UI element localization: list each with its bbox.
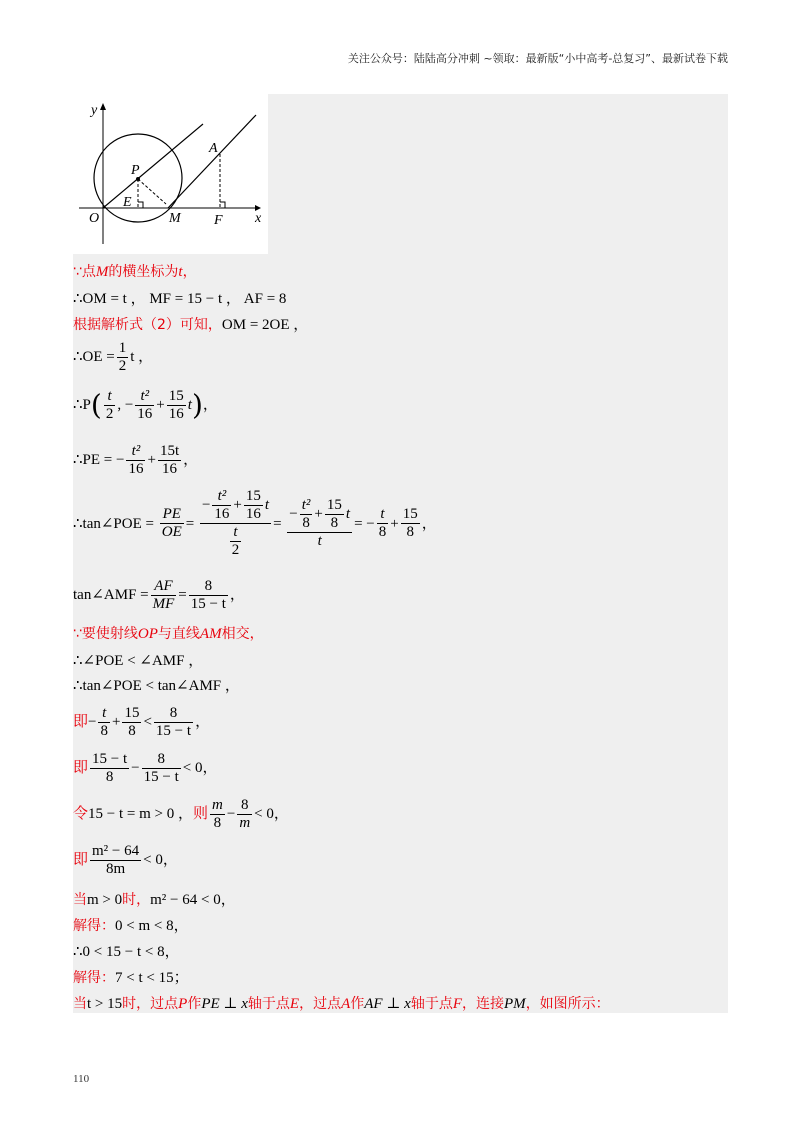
text: m² − 64 < 0， (150, 892, 236, 908)
text: E (289, 996, 300, 1012)
text: − (88, 713, 97, 730)
text: − (131, 759, 140, 776)
text: = (178, 586, 187, 603)
text: 令 (73, 803, 89, 822)
denominator: OE (161, 524, 182, 540)
text: = (185, 515, 195, 532)
line-2: ∴OM = t ， MF = 15 − t ， AF = 8 (73, 291, 287, 307)
numerator (200, 488, 271, 524)
numerator (287, 497, 352, 533)
fraction (237, 797, 252, 832)
text: 根据解析式（2）可知， (73, 317, 222, 333)
label-o: O (89, 211, 100, 226)
fraction (151, 578, 177, 613)
line-11: ∴tan∠POE < tan∠AMF ， (73, 678, 240, 694)
numerator: 8 (237, 797, 252, 815)
denominator: 8 (128, 723, 136, 739)
text: 当 (73, 892, 87, 908)
line-19 (73, 968, 189, 988)
fraction (212, 488, 231, 523)
numerator: t (98, 705, 110, 723)
text: − (289, 505, 298, 522)
text: 即 (73, 711, 89, 730)
fraction (98, 705, 110, 740)
numerator: 8 (142, 751, 181, 769)
text: ∴OE = (73, 348, 115, 365)
numerator: m (212, 797, 223, 813)
figure-svg (73, 94, 268, 254)
fraction (122, 705, 141, 740)
numerator: t² (301, 497, 311, 513)
numerator: 15 (326, 497, 342, 513)
fraction (90, 751, 129, 786)
text: ∴P (73, 396, 91, 413)
fraction (401, 506, 420, 541)
text: A (341, 996, 351, 1012)
denominator: 8 (100, 723, 108, 739)
denominator: 16 (214, 506, 230, 522)
text: 当 (73, 996, 87, 1012)
text: ∴tan∠POE = (73, 515, 154, 532)
text: + (314, 505, 323, 522)
numerator: t² (126, 443, 145, 461)
text: AM (199, 626, 222, 642)
fraction (154, 705, 193, 740)
numerator: 8 (189, 578, 228, 596)
line-13 (73, 751, 217, 786)
text: M (95, 264, 109, 280)
numerator: t² (212, 488, 231, 506)
text: t (264, 496, 270, 513)
text: 相交， (221, 626, 264, 642)
numerator: 15 (245, 488, 261, 504)
text: ， (195, 713, 211, 730)
fraction (104, 388, 116, 423)
fraction (142, 751, 181, 786)
fraction (90, 843, 141, 878)
page-number: 110 (73, 1073, 90, 1085)
text: tan∠AMF = (73, 586, 149, 603)
text: 15 − t = m > 0 ， (88, 805, 193, 822)
fraction (135, 388, 154, 423)
line-14 (73, 797, 289, 832)
text: 即 (73, 757, 89, 776)
text: 作 (350, 996, 365, 1012)
denominator: 8 (302, 515, 310, 531)
denominator: 8 (330, 515, 339, 531)
numerator: 8 (154, 705, 193, 723)
line-8 (73, 578, 245, 613)
text: ∴PE = − (73, 451, 125, 468)
geometry-figure (73, 94, 268, 254)
line-4 (73, 340, 153, 375)
text: 时， (122, 892, 151, 908)
numerator: t (230, 524, 242, 542)
denominator: 16 (162, 461, 178, 477)
numerator: t (377, 506, 389, 524)
text: 解得： (73, 918, 115, 934)
text: 即 (73, 849, 89, 868)
text: ， (183, 451, 199, 468)
line-5: ∴P( $\frac{t}{2}$ , − $\frac{\text{t²}}{16}$ + $\frac{15}{16}$ t)， (73, 388, 218, 422)
text: 解得： (73, 970, 115, 986)
denominator: t (317, 533, 322, 549)
text: + (156, 396, 165, 413)
text: 轴于点 (410, 996, 453, 1012)
fraction (158, 443, 181, 478)
fraction (167, 388, 186, 423)
line-9 (73, 624, 264, 644)
text: + (390, 515, 399, 532)
denominator: 16 (128, 461, 144, 477)
fraction (230, 524, 242, 559)
denominator: 16 (168, 406, 184, 422)
label-p: P (131, 163, 140, 178)
fraction (117, 340, 129, 375)
text: ，如图所示： (525, 996, 610, 1012)
line-16 (73, 890, 236, 910)
text: < 0， (182, 759, 218, 776)
text: 的横坐标为 (108, 264, 179, 280)
text: 时，过点 (122, 996, 179, 1012)
denominator: 8m (105, 861, 126, 877)
line-12 (73, 705, 210, 740)
text: ， (229, 586, 245, 603)
text: m > 0 (87, 892, 123, 908)
denominator: 8 (105, 769, 114, 785)
text: 0 < m < 8， (115, 918, 189, 934)
denominator: 2 (105, 406, 114, 422)
text: t (187, 396, 192, 413)
denominator: 16 (137, 406, 153, 422)
fraction (244, 488, 263, 523)
numerator: PE (160, 506, 184, 524)
fraction (189, 578, 228, 613)
text: ，过点 (299, 996, 342, 1012)
line-7 (73, 488, 437, 559)
denominator: 8 (406, 524, 414, 540)
denominator: 2 (231, 542, 240, 558)
numerator: t² (135, 388, 154, 406)
label-y: y (91, 103, 98, 118)
text: PM (504, 996, 526, 1012)
label-e: E (123, 195, 132, 210)
denominator: 2 (118, 358, 127, 374)
fraction (325, 497, 344, 532)
compound-fraction (287, 497, 352, 550)
denominator: 8 (213, 815, 222, 831)
denominator: 15 − t (190, 596, 226, 612)
line-3 (73, 315, 308, 335)
numerator: 1 (118, 340, 127, 356)
label-f: F (214, 213, 223, 228)
text: ， (202, 396, 218, 413)
line-1 (73, 262, 197, 282)
label-a: A (209, 141, 218, 156)
text: + (147, 451, 156, 468)
label-m: M (169, 211, 181, 226)
text: + (233, 496, 242, 513)
compound-fraction (200, 488, 271, 559)
fraction (300, 497, 313, 532)
fraction (126, 443, 145, 478)
text: < 0， (254, 805, 289, 822)
line-20 (73, 994, 610, 1014)
text: < 0， (143, 851, 178, 868)
line-6 (73, 443, 198, 478)
text: ， (182, 264, 197, 280)
numerator: 15 (124, 705, 140, 721)
denominator: 16 (245, 506, 261, 522)
line-17 (73, 916, 189, 936)
text: t (178, 264, 183, 280)
denominator: 15 − t (143, 769, 179, 785)
text: − (201, 496, 211, 513)
text: t (345, 505, 351, 522)
line-15 (73, 843, 178, 878)
text: F (452, 996, 463, 1012)
fraction (377, 506, 389, 541)
text: < (143, 713, 152, 730)
fraction (160, 506, 184, 541)
text: 与直线 (157, 626, 200, 642)
text: = (273, 515, 282, 532)
numerator: 15 (168, 388, 184, 404)
denominator: 15 − t (155, 723, 192, 739)
text: 作 (187, 996, 202, 1012)
text: P (178, 996, 188, 1012)
numerator: m² − 64 (92, 843, 140, 859)
numerator: t (104, 388, 116, 406)
text: + (111, 713, 121, 730)
text: 7 < t < 15； (115, 970, 189, 986)
text: ∵点 (73, 264, 96, 280)
text: 轴于点 (247, 996, 290, 1012)
text: AF ⊥ x (364, 996, 411, 1012)
text: , − (117, 396, 134, 413)
line-18: ∴0 < 15 − t < 8， (73, 944, 180, 960)
denominator (200, 524, 271, 559)
text: OM = 2OE ， (221, 317, 309, 333)
numerator: AF (151, 578, 177, 596)
text: ∵要使射线 (73, 626, 138, 642)
text: = − (354, 515, 375, 532)
label-x: x (255, 211, 262, 226)
numerator: 15 (402, 506, 418, 522)
numerator: 15 − t (92, 751, 128, 767)
text: OP (137, 626, 158, 642)
line-10: ∴∠POE < ∠AMF ， (73, 653, 204, 669)
page-header: 关注公众号：陆陆高分冲刺 ~领取：最新版“小中高考-总复习”、最新试卷下载 (347, 52, 728, 65)
text: 则 (192, 803, 208, 822)
denominator: MF (152, 596, 175, 612)
text: PE ⊥ x (201, 996, 248, 1012)
denominator: m (239, 815, 251, 831)
text: t > 15 (87, 996, 123, 1012)
text: ， (421, 515, 437, 532)
text: ，连接 (462, 996, 505, 1012)
numerator: 15t (159, 443, 180, 459)
text: t ， (130, 348, 154, 365)
text: − (226, 805, 236, 822)
denominator: 8 (378, 524, 387, 540)
fraction (210, 797, 225, 832)
